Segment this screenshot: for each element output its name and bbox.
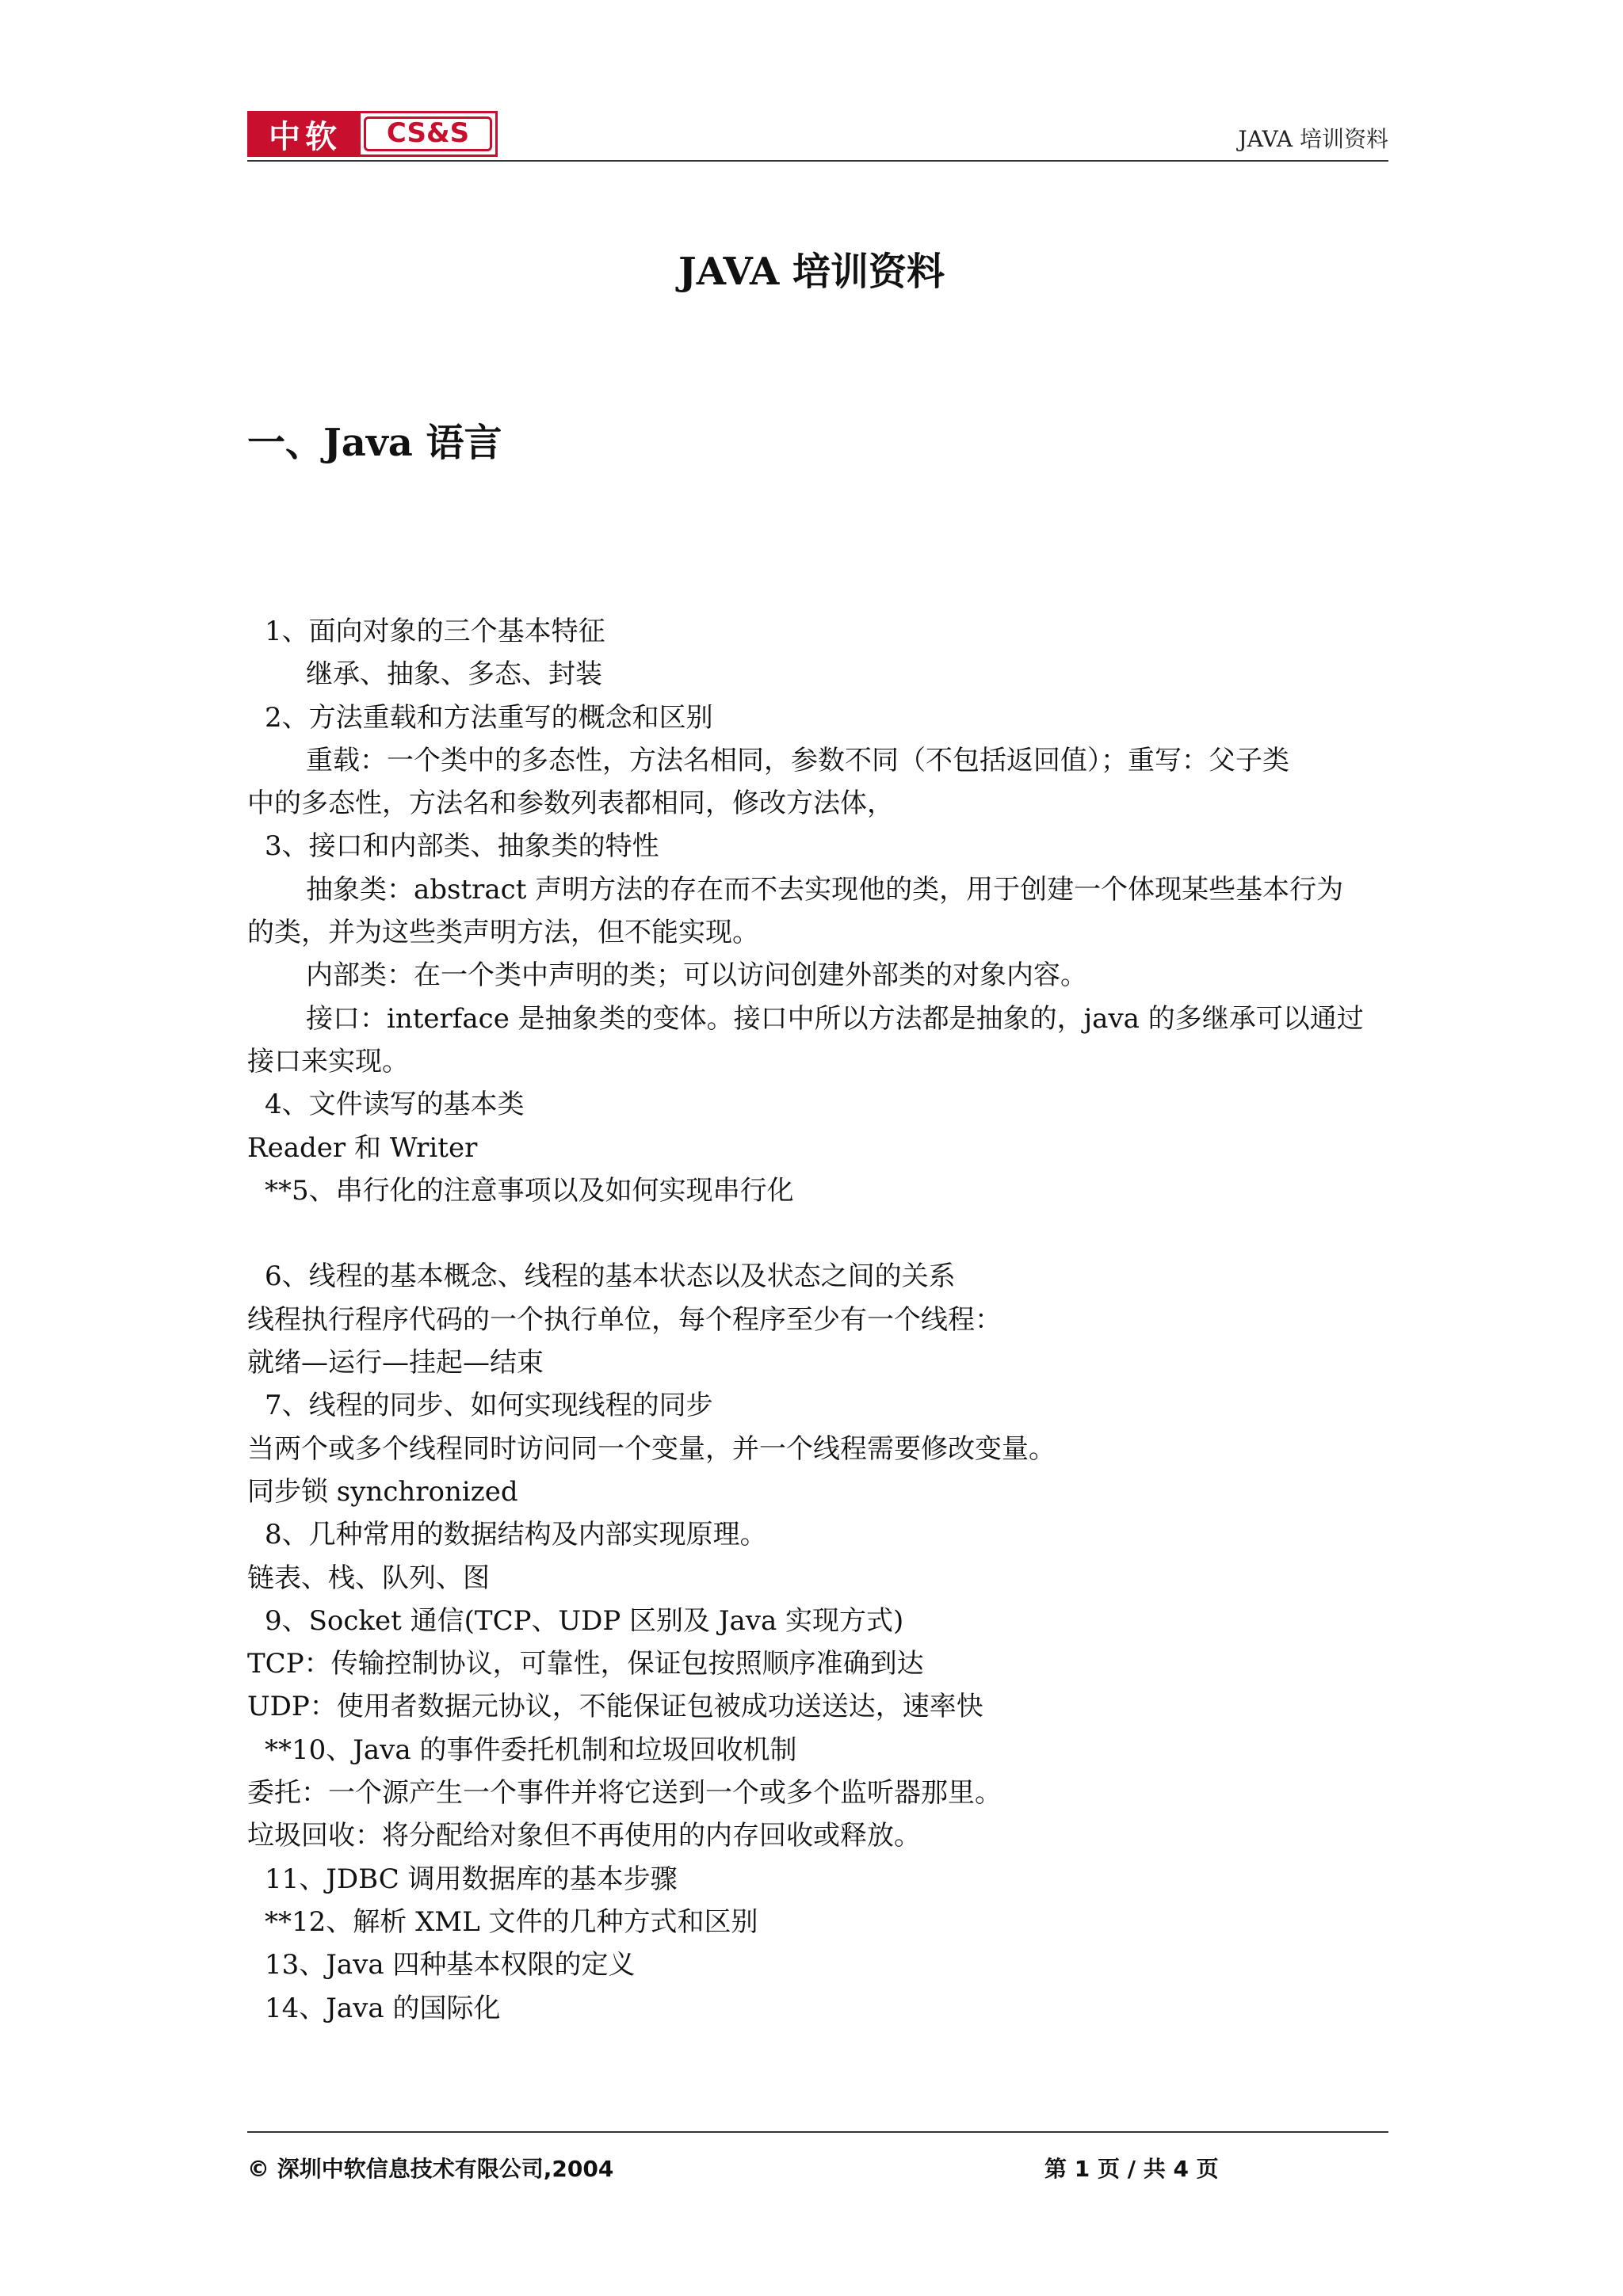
list-item: 11、JDBC 调用数据库的基本步骤 <box>265 1863 678 1895</box>
paragraph-line: 中的多态性，方法名和参数列表都相同，修改方法体， <box>247 788 894 820</box>
paragraph-line: 线程执行程序代码的一个执行单位，每个程序至少有一个线程： <box>247 1303 1002 1336</box>
paragraph-line: Reader 和 Writer <box>247 1131 478 1164</box>
logo-en-text: CS&S <box>364 116 492 151</box>
list-item: 2、方法重载和方法重写的概念和区别 <box>265 701 713 734</box>
list-item: **5、串行化的注意事项以及如何实现串行化 <box>265 1174 794 1207</box>
footer-divider <box>247 2131 1388 2133</box>
footer-copyright: © 深圳中软信息技术有限公司,2004 <box>247 2156 614 2182</box>
paragraph-line: 接口来实现。 <box>247 1045 409 1077</box>
list-item: 3、接口和内部类、抽象类的特性 <box>265 830 659 863</box>
paragraph-line: 接口：interface 是抽象类的变体。接口中所以方法都是抽象的，java 的多继承可以通过 <box>306 1002 1364 1035</box>
paragraph-line: 链表、栈、队列、图 <box>247 1562 490 1594</box>
page-header <box>247 108 1388 160</box>
footer-page-number: 第 1 页 / 共 4 页 <box>1044 2156 1219 2182</box>
document-title: JAVA 培训资料 <box>678 250 945 294</box>
list-item: 1、面向对象的三个基本特征 <box>265 616 605 647</box>
paragraph-line: 同步锁 synchronized <box>247 1475 518 1508</box>
header-title: JAVA 培训资料 <box>1238 126 1388 152</box>
paragraph-line: 委托：一个源产生一个事件并将它送到一个或多个监听器那里。 <box>247 1777 1002 1810</box>
paragraph-line: 垃圾回收：将分配给对象但不再使用的内存回收或释放。 <box>247 1820 921 1852</box>
paragraph-line: 抽象类：abstract 声明方法的存在而不去实现他的类，用于创建一个体现某些基本行为 <box>306 873 1344 906</box>
list-item: 9、Socket 通信(TCP、UDP 区别及 Java 实现方式) <box>265 1604 904 1637</box>
logo-cn-text: 中软 <box>250 113 361 154</box>
list-item: 4、文件读写的基本类 <box>265 1089 525 1121</box>
blank-line <box>247 1212 1388 1255</box>
section-heading: 一、Java 语言 <box>247 421 502 465</box>
list-item: 7、线程的同步、如何实现线程的同步 <box>265 1390 713 1422</box>
list-item: 8、几种常用的数据结构及内部实现原理。 <box>265 1519 767 1551</box>
company-logo <box>247 111 498 157</box>
paragraph-line: UDP：使用者数据元协议，不能保证包被成功送送达，速率快 <box>247 1691 983 1723</box>
paragraph-line: 重载：一个类中的多态性，方法名相同，参数不同（不包括返回值）；重写：父子类 <box>306 744 1289 776</box>
header-divider <box>247 160 1388 162</box>
paragraph-line: TCP：传输控制协议，可靠性，保证包按照顺序准确到达 <box>247 1648 924 1680</box>
list-item: 14、Java 的国际化 <box>265 1992 501 2024</box>
body-text <box>247 610 1388 2030</box>
list-item: 6、线程的基本概念、线程的基本状态以及状态之间的关系 <box>265 1261 956 1293</box>
list-item: 13、Java 四种基本权限的定义 <box>265 1949 636 1981</box>
paragraph-line: 内部类：在一个类中声明的类；可以访问创建外部类的对象内容。 <box>306 959 1087 992</box>
paragraph-line: 当两个或多个线程同时访问同一个变量，并一个线程需要修改变量。 <box>247 1432 1056 1465</box>
paragraph-line: 继承、抽象、多态、封装 <box>306 658 602 691</box>
list-item: **12、解析 XML 文件的几种方式和区别 <box>265 1905 758 1938</box>
list-item: **10、Java 的事件委托机制和垃圾回收机制 <box>265 1733 797 1766</box>
paragraph-line: 就绪—运行—挂起—结束 <box>247 1347 544 1379</box>
paragraph-line: 的类，并为这些类声明方法，但不能实现。 <box>247 917 759 949</box>
